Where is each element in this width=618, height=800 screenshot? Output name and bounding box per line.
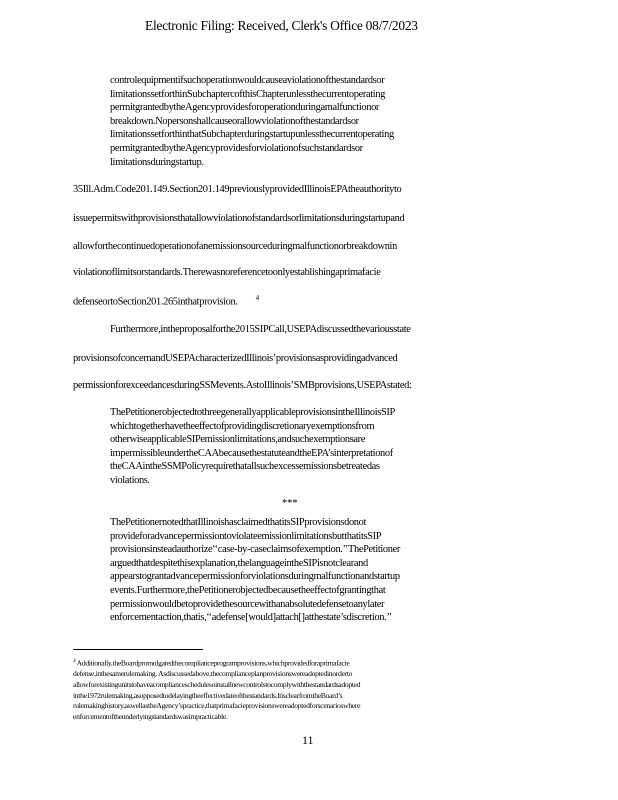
quote-line: impermissibleundertheCAAbecausethestatuteandtheEPA’sinterpretationof bbox=[110, 447, 393, 459]
quote-line: limitationsduringstartup. bbox=[110, 156, 204, 168]
quote-line: ThePetitionerobjectedtothreegenerallyapplicableprovisionsintheIllinoisSIP bbox=[110, 407, 395, 418]
body-line: violationoflimitsorstandards.Therewasnoreferencetoonlyestablishingaprimafacie bbox=[73, 267, 381, 278]
footnote-line: allowforexistingunitstohaveacomplianceschedulesoinstallnewcontrolstocomplywiththestandardsadopted bbox=[73, 679, 361, 689]
footnote-line: rulemakinghistory,aswellastheAgency’spractice,thatprimafacieprovisionswereadoptedforscenarioswhere bbox=[73, 701, 361, 711]
footnote-reference: 4 bbox=[255, 294, 259, 302]
quote-line: limitationssetforthinSubchaptercofthisChapterunlessthecurrentoperating bbox=[110, 88, 386, 100]
quote-line: whichtogetherhavetheeffectofprovidingdiscretionaryexemptionsfrom bbox=[110, 420, 375, 432]
quote-line: permissionwouldbetoprovidethesourcewithanabsolutedefensetoanylater bbox=[110, 598, 385, 610]
page-number: 11 bbox=[302, 733, 314, 747]
footnote bbox=[73, 656, 503, 723]
footnote-line: enforcementoftheunderlyingstandardswasimpracticable. bbox=[73, 712, 228, 722]
quote-line: breakdown.Nopersonshallcauseorallowviolationofthestandardsor bbox=[110, 115, 359, 127]
quote-line: ThePetitionernotedthatIllinoishasclaimedthatitsSIPprovisionsdonot bbox=[110, 517, 367, 528]
quote-line: violations. bbox=[110, 474, 150, 486]
quote-line: permitgrantedbytheAgencyprovidesforoperationduringamalfunctionor bbox=[110, 102, 380, 114]
quote-line: otherwiseapplicableSIPemissionlimitations,andsuchexemptionsare bbox=[110, 434, 366, 446]
quote-line: events.Furthermore,thePetitionerobjectedbecausetheeffectofgrantingthat bbox=[110, 584, 386, 596]
body-line: issuepermitswithprovisionsthatallowviolationofstandardsorlimitationsduringstartupand bbox=[73, 213, 405, 224]
block-quote-petitioner-objection bbox=[110, 406, 490, 488]
body-line: provisionsofconcernandUSEPAcharacterizedIllinois’provisionsasprovidingadvanced bbox=[73, 353, 398, 364]
section-separator: *** bbox=[282, 498, 298, 509]
body-line-indented: Furthermore,intheproposalforthe2015SIPCall,USEPAdiscussedthevariousstate bbox=[110, 324, 411, 335]
quote-line: limitationssetforthinthatSubchapterduringstartupunlessthecurrentoperating bbox=[110, 129, 394, 141]
body-line: 35Ill.Adm.Code201.149.Section201.149previouslyprovidedIllinoisEPAtheauthorityto bbox=[73, 184, 402, 195]
footnote-text: Additionally,theBoardpromulgatedthecomplianceprogramprovisions,whichprovidedforaprimafacie bbox=[76, 658, 350, 668]
block-quote-statute bbox=[110, 74, 490, 169]
filing-stamp-header: Electronic Filing: Received, Clerk's Office 08/7/2023 bbox=[145, 18, 418, 33]
quote-line: permitgrantedbytheAgencyprovidesforviolationofsuchstandardsor bbox=[110, 142, 363, 154]
quote-line: provideforadvancepermissiontoviolateemissionlimitationsbutthatitsSIP bbox=[110, 530, 382, 542]
footnote-number: 4 bbox=[73, 658, 76, 664]
body-line-with-footnote bbox=[73, 294, 259, 307]
quote-line: provisionsinsteadauthorize‘‘case-by-caseclaimsofexemption.’’ThePetitioner bbox=[110, 544, 400, 556]
footnote-line: inthe1972rulemaking,asopposedtodelayingtheeffectivedateofthestandards.ItisclearfromtheBoard’s bbox=[73, 690, 343, 700]
quote-line: arguedthatdespitethisexplanation,thelanguageintheSIPisnotclearand bbox=[110, 557, 368, 569]
quote-line: theCAAintheSSMPolicyrequirethatallsuchexcessemissionsbetreatedas bbox=[110, 461, 380, 473]
footnote-line: defense,inthesamerulemaking. Asdiscussedabove,thecomplianceplanprovisionswereadoptedinorderto bbox=[73, 669, 353, 679]
footnote-line bbox=[73, 656, 503, 669]
quote-line: appearstograntadvancepermissionforviolationsduringmalfunctionandstartup bbox=[110, 571, 400, 583]
quote-line: enforcementaction,thatis,‘‘adefense[would]attach[]atthestate’sdiscretion.’’ bbox=[110, 612, 392, 624]
body-line-text: defenseortoSection201.265inthatprovision. bbox=[73, 296, 238, 308]
block-quote-petitioner-note bbox=[110, 516, 490, 625]
body-line: permissionforexceedancesduringSSMevents.AstoIllinois’SMBprovisions,USEPAstated: bbox=[73, 380, 412, 391]
body-line: allowforthecontinuedoperationofanemissionsourceduringmalfunctionorbreakdownin bbox=[73, 241, 397, 252]
quote-line: controlequipmentifsuchoperationwouldcauseaviolationofthestandardsor bbox=[110, 75, 385, 86]
footnote-divider bbox=[73, 649, 203, 650]
